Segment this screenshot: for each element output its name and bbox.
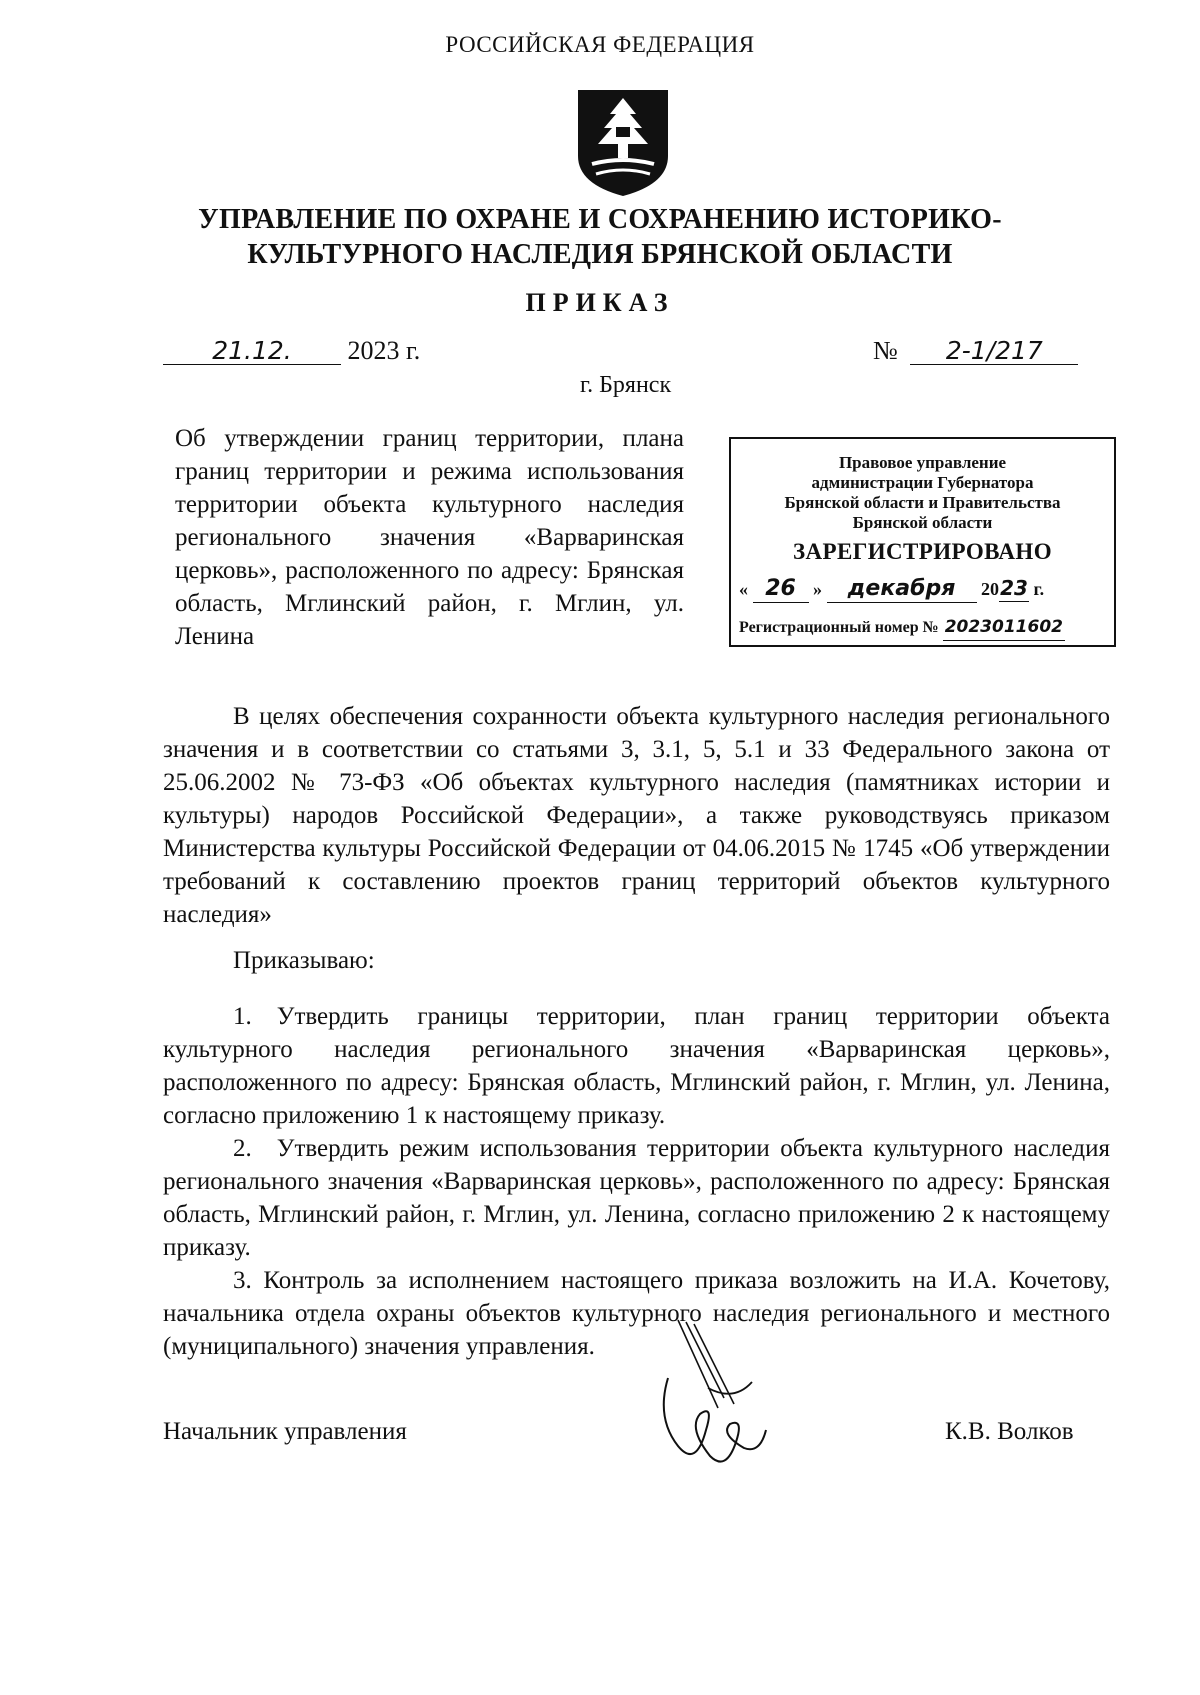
stamp-reg-label: Регистрационный номер № (739, 619, 939, 636)
signer-name: К.В. Волков (945, 1418, 1074, 1445)
order-item-1: 1. Утвердить границы территории, план границ территории объекта культурного наследия регионального значения «Варваринская церковь», расположенного по адресу: Брянская область, Мглинский район, г. Мглин, ул. Ленина, согласно приложению 1 к настоящему приказу. (163, 1003, 1110, 1129)
stamp-quote-close: » (813, 579, 822, 599)
city: г. Брянск (580, 372, 672, 398)
order-word: Приказываю: (233, 947, 375, 974)
order-number (873, 336, 1078, 366)
stamp-month-handwritten: декабря (827, 576, 977, 603)
stamp-line-3: Брянской области и Правительства (784, 493, 1061, 512)
order-item-2: 2. Утвердить режим использования территории объекта культурного наследия регионального значения «Варваринская церковь», расположенного по адресу: Брянская область, Мглинский район, г. Мглин, ул. Ленина, согласно приложению 2 к настоящему приказу. (163, 1135, 1110, 1261)
coat-of-arms-icon (574, 86, 672, 198)
stamp-line-2: администрации Губернатора (811, 473, 1034, 492)
stamp-line-4: Брянской области (852, 513, 993, 532)
stamp-registration-number (739, 614, 1065, 641)
stamp-line-1: Правовое управление (838, 453, 1007, 472)
order-date-handwritten: 21.12. (163, 338, 341, 365)
order-year: 2023 г. (347, 336, 421, 365)
stamp-year-handwritten: 23 (1000, 576, 1028, 600)
order-subject: Об утверждении границ территории, плана границ территории и режима использования территории объекта культурного наследия регионального значения «Варваринская церковь», расположенного по адресу: Брянская область, Мглинский район, г. Мглин, ул. Ленина (175, 425, 684, 650)
order-date (163, 336, 420, 366)
order-item-3: 3. Контроль за исполнением настоящего приказа возложить на И.А. Кочетову, начальника отдела охраны объектов культурного наследия регионального и местного (муниципального) значения управления. (163, 1267, 1110, 1360)
organization-name-line-2: КУЛЬТУРНОГО НАСЛЕДИЯ БРЯНСКОЙ ОБЛАСТИ (247, 239, 953, 270)
country-title: РОССИЙСКАЯ ФЕДЕРАЦИЯ (445, 32, 755, 57)
organization-name (0, 202, 1200, 272)
document-type: ПРИКАЗ (525, 288, 675, 317)
organization-name-line-1: УПРАВЛЕНИЕ ПО ОХРАНЕ И СОХРАНЕНИЮ ИСТОРИКО- (198, 204, 1002, 235)
stamp-day-handwritten: 26 (753, 576, 809, 603)
stamp-registered: ЗАРЕГИСТРИРОВАНО (792, 539, 1053, 564)
preamble-paragraph: В целях обеспечения сохранности объекта культурного наследия регионального значения и в соответствии со статьями 3, 3.1, 5, 5.1 и 33 Федерального закона от 25.06.2002 № 73-ФЗ «Об объектах культурного наследия (памятниках истории и культуры) народов Российской Федерации», а также руководствуясь приказом Министерства культуры Российской Федерации от 04.06.2015 № 1745 «Об утверждении требований к составлению проектов границ территорий объектов культурного наследия» (163, 703, 1110, 928)
order-number-label: № (873, 336, 898, 365)
stamp-date (739, 575, 1044, 603)
registration-stamp (729, 437, 1116, 647)
stamp-year-prefix: 20 (981, 579, 999, 599)
signer-position: Начальник управления (163, 1418, 407, 1445)
handwritten-signature (648, 1318, 773, 1476)
stamp-quote-open: « (739, 579, 748, 599)
stamp-year-suffix: г. (1033, 579, 1045, 599)
order-number-handwritten: 2-1/217 (910, 338, 1078, 365)
stamp-reg-number-handwritten: 2023011602 (943, 614, 1065, 641)
